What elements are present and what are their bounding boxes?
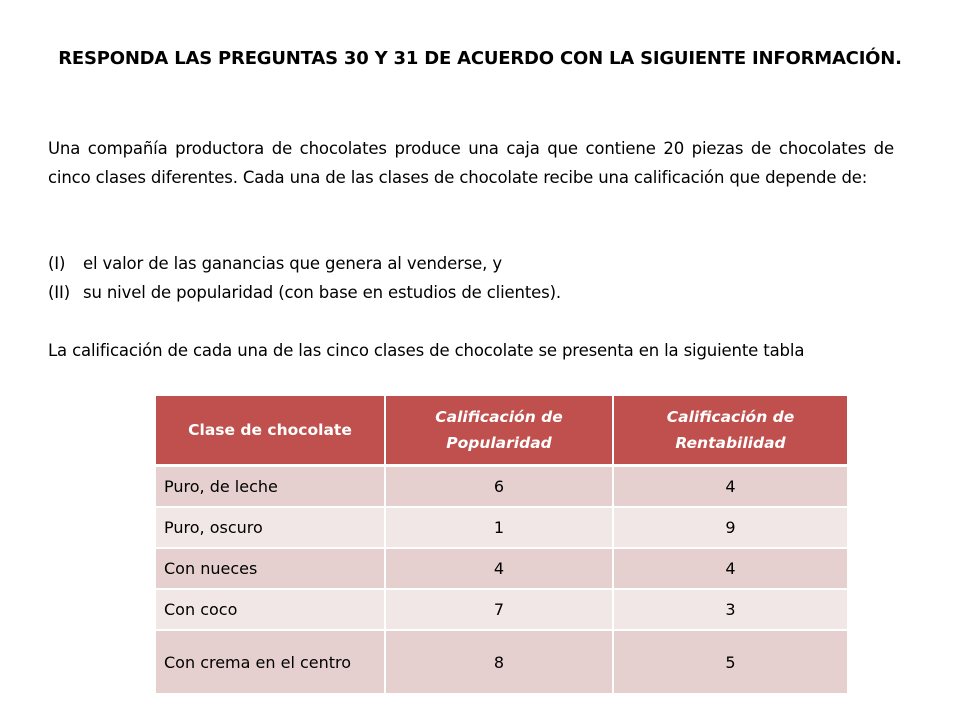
header-rentabilidad: Calificación de Rentabilidad [614, 396, 847, 467]
cell-clase: Con nueces [156, 549, 386, 590]
cell-popularidad: 6 [386, 467, 614, 508]
cell-popularidad: 8 [386, 631, 614, 695]
table-row [156, 631, 847, 695]
cell-popularidad: 4 [386, 549, 614, 590]
cell-rentabilidad: 4 [614, 549, 847, 590]
cell-clase: Con coco [156, 590, 386, 631]
chocolate-rating-table [156, 396, 847, 695]
cell-popularidad: 7 [386, 590, 614, 631]
table-row [156, 508, 847, 549]
criteria-marker: (II) [48, 283, 71, 302]
cell-rentabilidad: 5 [614, 631, 847, 695]
header-clase: Clase de chocolate [156, 396, 386, 467]
criteria-item [48, 249, 894, 278]
table-intro-paragraph: La calificación de cada una de las cinco clases de chocolate se presenta en la siguiente tabla [48, 341, 805, 360]
table-header-row [156, 396, 847, 467]
criteria-text: el valor de las ganancias que genera al venderse, y [83, 254, 502, 273]
header-popularidad: Calificación de Popularidad [386, 396, 614, 467]
criteria-marker: (I) [48, 254, 66, 273]
table-row [156, 549, 847, 590]
slide-title: RESPONDA LAS PREGUNTAS 30 Y 31 DE ACUERDO CON LA SIGUIENTE INFORMACIÓN. [58, 48, 902, 69]
table-row [156, 467, 847, 508]
cell-clase: Con crema en el centro [156, 631, 386, 695]
cell-clase: Puro, oscuro [156, 508, 386, 549]
cell-clase: Puro, de leche [156, 467, 386, 508]
cell-rentabilidad: 4 [614, 467, 847, 508]
criteria-list [48, 249, 894, 307]
intro-paragraph: Una compañía productora de chocolates produce una caja que contiene 20 piezas de chocolates de cinco clases diferentes. Cada una de las clases de chocolate recibe una calificación que depende de: [48, 139, 894, 187]
criteria-item [48, 278, 894, 307]
cell-popularidad: 1 [386, 508, 614, 549]
cell-rentabilidad: 9 [614, 508, 847, 549]
criteria-text: su nivel de popularidad (con base en estudios de clientes). [83, 283, 561, 302]
table-row [156, 590, 847, 631]
cell-rentabilidad: 3 [614, 590, 847, 631]
